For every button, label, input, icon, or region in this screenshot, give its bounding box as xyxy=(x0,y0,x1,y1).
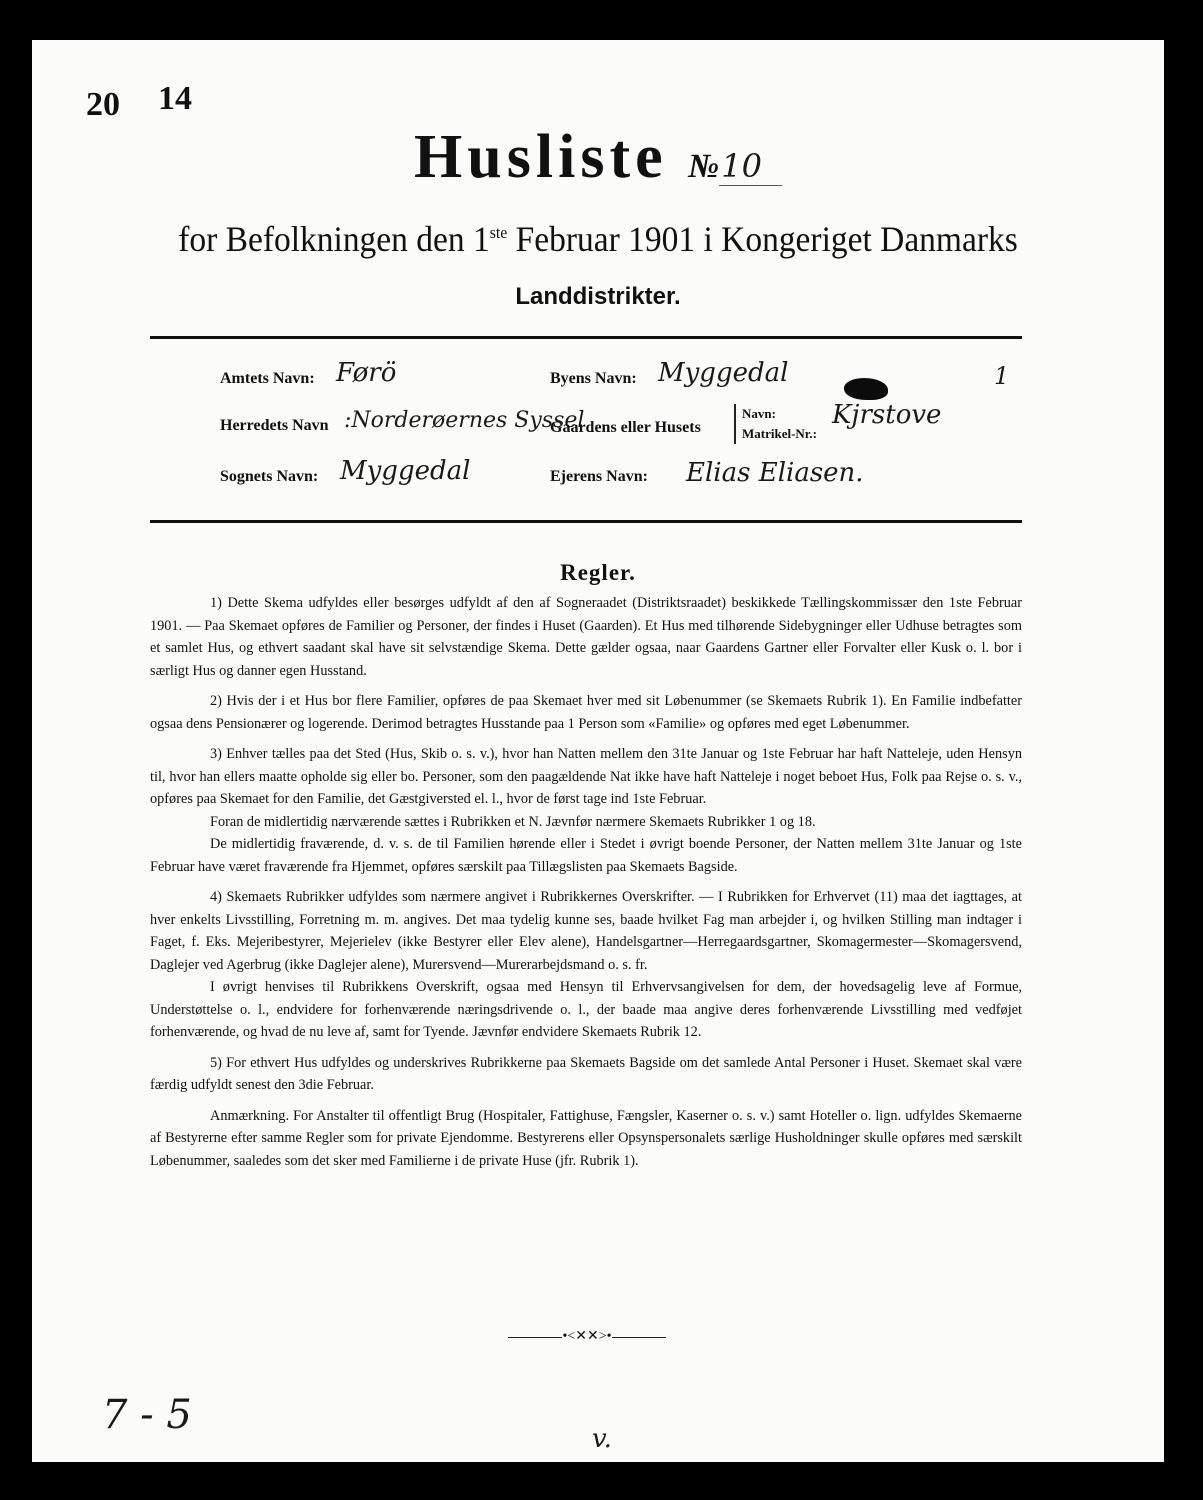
sogn-label: Sognets Navn: xyxy=(220,468,319,485)
number-label: № xyxy=(688,148,720,185)
sogn-value: Myggedal xyxy=(340,456,471,486)
middle-divider xyxy=(150,520,1022,523)
subtitle-sup: ste xyxy=(489,223,508,242)
amt-value: Førö xyxy=(336,358,397,388)
rule-1: 1) Dette Skema udfyldes eller besørges udfyldt af den af Sogneraadet (Distriktsraadet) beskikkede Tællingskommissær den 1ste Februar 1901. — Paa Skemaet opføres de Familier og Personer, der findes i Huset (Gaarden). Et Hus med tilhørende Sidebygninger eller Udhuse betragtes som et samlet Hus, og ethvert saadant skal have sit selvstændige Skema. Dette gælder ogsaa, naar Gaardens Gartner eller Forvalter eller Kusk o. l. bor i særligt Hus og danner egen Husstand. xyxy=(150,595,1022,679)
list-number: 10 xyxy=(719,147,782,186)
navn-label: Navn: xyxy=(742,406,776,421)
bottom-note-center: v. xyxy=(592,1424,612,1454)
herred-value: :Norderøernes Syssel xyxy=(344,408,585,433)
census-form-sheet xyxy=(32,40,1164,1462)
page-number-left: 20 xyxy=(86,86,120,123)
page-number-right: 14 xyxy=(158,80,192,117)
top-divider xyxy=(150,336,1022,339)
ornament-glyph: •<✕✕>• xyxy=(562,1329,612,1344)
title-text: Husliste xyxy=(414,123,668,191)
subtitle-after: Februar 1901 i Kongeriget Danmarks xyxy=(507,219,1018,259)
ornament-line-right xyxy=(612,1337,666,1338)
by-label: Byens Navn: xyxy=(550,370,637,387)
ornament-line-left xyxy=(508,1337,562,1338)
navn-value: Kjrstove xyxy=(832,400,942,430)
rule-3c: De midlertidig fraværende, d. v. s. de til Familien hørende eller i Stedet i øvrigt boende Personer, der Natten mellem 31te Januar og 1ste Februar have været fraværende fra Hjemmet, opføres særskilt paa Tillægslisten paa Skemaets Bagside. xyxy=(150,836,1022,875)
rule-3: 3) Enhver tælles paa det Sted (Hus, Skib o. s. v.), hvor han Natten mellem den 31te Januar og 1ste Februar har haft Natteleje, uden Hensyn til, hvor han ellers maatte opholde sig eller bo. Personer, som den paagældende Nat ikke have haft Natteleje i noget beboet Hus, Folk paa Rejse o. s. v., opføres paa Skemaet for den Familie, det Gæstgiversted el. l., hvor de først tage ind 1ste Februar. xyxy=(150,746,1022,807)
annotation-note: Anmærkning. For Anstalter til offentligt Brug (Hospitaler, Fattighuse, Fængsler, Kaserner o. s. v.) samt Hoteller o. lign. udfyldes Skemaerne af Bestyrerne efter samme Regler som for private Ejendomme. Bestyrerens eller Opsynspersonalets særlige Husholdninger skulle opføres med særskilt Løbenummer, saaledes som det sker med Familierne i de private Huse (jfr. Rubrik 1). xyxy=(150,1107,1022,1169)
ejer-label: Ejerens Navn: xyxy=(550,468,648,485)
by-value: Myggedal xyxy=(658,358,789,388)
form-title xyxy=(32,122,1164,193)
district-heading: Landdistrikter. xyxy=(515,283,681,310)
amt-label: Amtets Navn: xyxy=(220,370,315,387)
gaard-label: Gaardens eller Husets xyxy=(550,419,701,436)
rules-text xyxy=(150,592,1022,1172)
gaard-brace xyxy=(734,404,817,444)
ink-blot xyxy=(844,378,888,400)
herred-label: Herredets Navn xyxy=(220,417,329,434)
ejer-value: Elias Eliasen. xyxy=(686,458,864,488)
rule-5: 5) For ethvert Hus udfyldes og underskrives Rubrikkerne paa Skemaets Bagside om det samlede Antal Personer i Huset. Skemaet skal være færdig udfyldt senest den 3die Februar. xyxy=(150,1054,1022,1093)
subtitle-before: for Befolkningen den 1 xyxy=(178,219,490,259)
by-extra-mark: 1 xyxy=(994,362,1010,390)
bottom-note-left: 7 - 5 xyxy=(102,1392,192,1438)
rule-4: 4) Skemaets Rubrikker udfyldes som nærmere angivet i Rubrikkernes Overskrifter. — I Rubrikken for Erhvervet (11) maa det iagttages, at hver enkelts Livsstilling, Forretning m. m. angives. Det maa tydelig kunne ses, baade hvilket Fag man arbejder i, og hvilken Stilling man indtager i Faget, f. Eks. Mejeribestyrer, Mejerielev (ikke Bestyrer eller Elev alene), Handelsgartner—Herregaardsgartner, Skomagermester—Skomagersvend, Daglejer ved Agerbrug (ikke Daglejer alene), Murersvend—Murerarbejdsmand o. s. fr. xyxy=(150,889,1022,973)
rule-4b: I øvrigt henvises til Rubrikkens Overskrift, ogsaa med Hensyn til Erhvervsangivelsen for dem, der hovedsagelig leve af Formue, Understøttelse o. l., endvidere for forhenværende næringsdrivende o. l., der baade maa angive deres forhenværende Livsstilling med vedføjet forhenværende, og hvad de nu leve af, samt for Tyende. Jævnfør endvidere Skemaets Rubrik 12. xyxy=(150,979,1022,1040)
form-subtitle xyxy=(72,218,1125,260)
rule-3b: Foran de midlertidig nærværende sættes i Rubrikken et N. Jævnfør nærmere Skemaets Rubrikker 1 og 18. xyxy=(210,813,816,830)
rules-heading: Regler. xyxy=(560,560,636,585)
matrikel-label: Matrikel-Nr.: xyxy=(742,426,817,441)
rule-2: 2) Hvis der i et Hus bor flere Familier, opføres de paa Skemaet hver med sit Løbenummer (se Skemaets Rubrik 1). En Familie indbefatter ogsaa dens Pensionærer og logerende. Derimod betragtes Husstande paa 1 Person som «Familie» og opføres med eget Løbenummer. xyxy=(150,693,1022,732)
ornament-divider xyxy=(508,1328,666,1345)
